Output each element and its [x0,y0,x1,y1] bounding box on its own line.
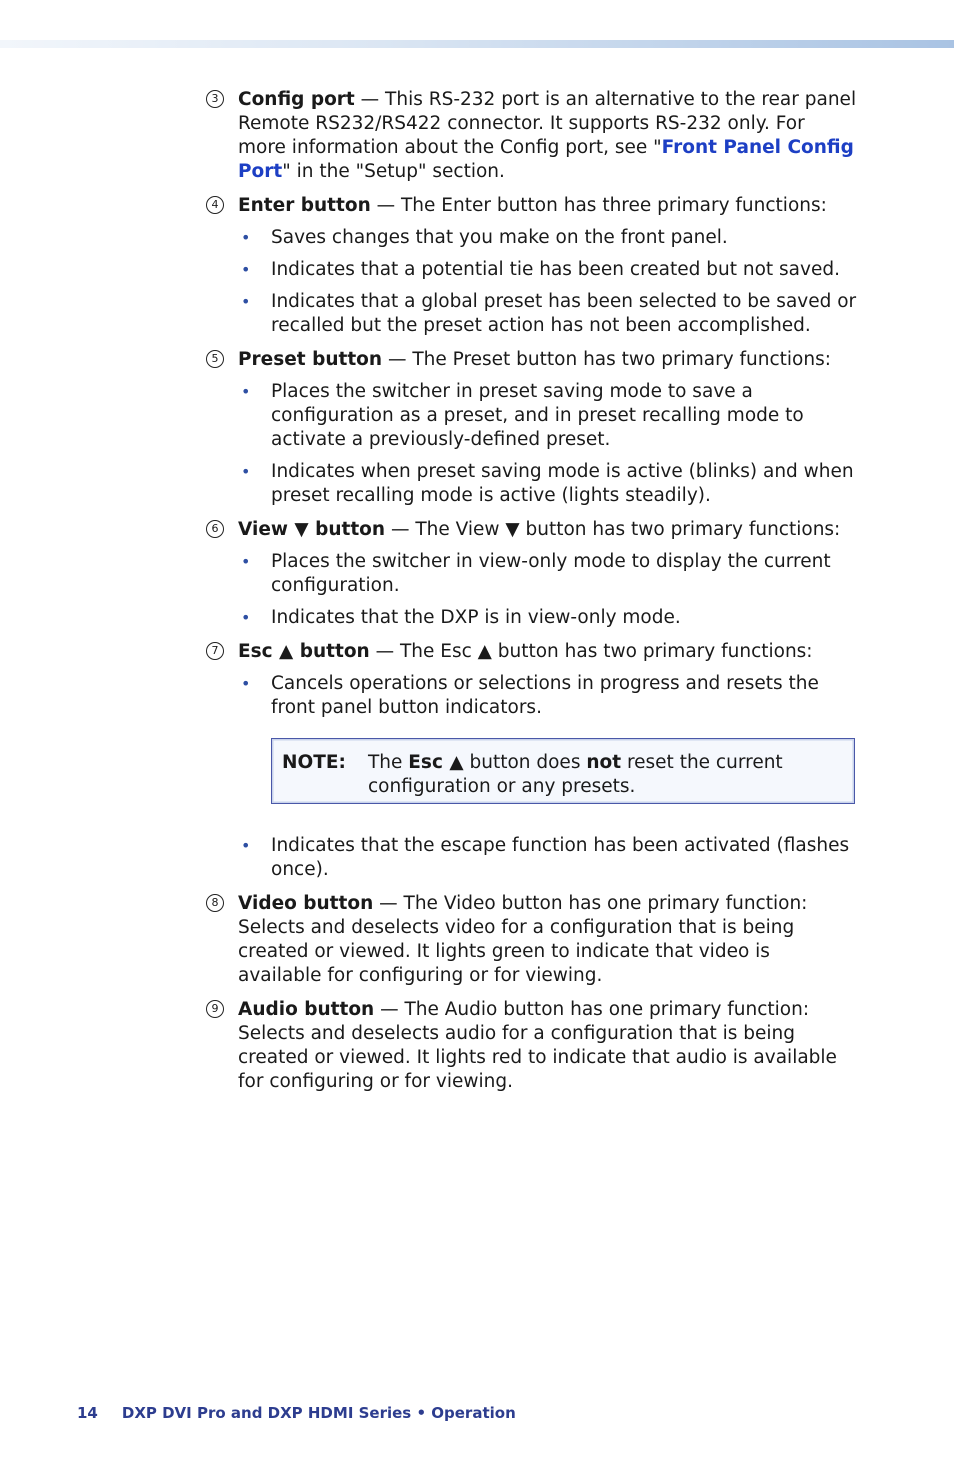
audio-button-title: Audio button [238,999,375,1020]
note-text-2: button does [463,752,587,773]
callout-number-6: 6 [206,520,224,538]
page-footer [77,1404,516,1422]
front-panel-config-port-link[interactable]: Front Panel Config Port [238,137,854,182]
video-button-heading [238,892,858,916]
list-item: • Indicates when preset saving mode is active (blinks) and when preset recalling mode is active (lights steadily). [238,460,858,508]
callout-number-4: 4 [206,196,224,214]
esc-button-bullets-1 [238,672,858,720]
enter-button-heading [238,194,858,218]
audio-button-paragraph: Selects and deselects audio for a configuration that is being created or viewed. It lights red to indicate that audio is available for configuring or for viewing. [238,1023,837,1092]
note-text-1: The [368,752,409,773]
esc-button-heading [238,640,858,664]
video-button-desc: — The Video button has one primary function: [373,893,808,914]
list-item: • Places the switcher in preset saving mode to save a configuration as a preset, and in preset recalling mode to activate a previously-defined preset. [238,380,858,452]
preset-button-bullets [238,380,858,508]
header-accent-bar [0,40,954,48]
note-text-3: reset the current configuration or any presets. [368,752,783,797]
audio-button-heading [238,998,858,1022]
preset-button-title: Preset button [238,349,383,370]
config-port-text-2: " in the "Setup" section. [282,161,505,182]
video-button-paragraph: Selects and deselects video for a configuration that is being created or viewed. It lights green to indicate that video is available for configuring or for viewing. [238,917,795,986]
preset-button-desc: — The Preset button has two primary functions: [382,349,831,370]
page-number: 14 [77,1404,98,1422]
note-label: NOTE: [282,752,346,773]
callout-number-9: 9 [206,1000,224,1018]
video-button-title: Video button [238,893,374,914]
item-config-port [211,88,858,184]
list-item: • Indicates that the DXP is in view-only mode. [238,606,858,630]
esc-button-title: Esc ▲ button [238,641,370,662]
config-port-title: Config port [238,89,355,110]
callout-number-8: 8 [206,894,224,912]
list-item: • Indicates that a potential tie has been created but not saved. [238,258,858,282]
page-content [211,88,858,1104]
footer-title: DXP DVI Pro and DXP HDMI Series • Operation [121,1404,516,1422]
item-view-button [211,518,858,630]
item-video-button [211,892,858,988]
item-audio-button [211,998,858,1094]
list-item: • Indicates that the escape function has been activated (flashes once). [238,834,858,882]
callout-number-7: 7 [206,642,224,660]
esc-button-desc: — The Esc ▲ button has two primary functions: [369,641,813,662]
config-port-text-1: — This RS-232 port is an alternative to the rear panel Remote RS232/RS422 connector. It supports RS-232 only. For more information about the Config port, see " [238,89,857,158]
esc-button-bullets-2 [238,834,858,882]
note-not-bold: not [586,752,622,773]
item-esc-button [211,640,858,882]
view-button-desc: — The View ▼ button has two primary functions: [385,519,841,540]
list-item: • Indicates that a global preset has been selected to be saved or recalled but the preset action has not been accomplished. [238,290,858,338]
list-item: • Places the switcher in view-only mode to display the current configuration. [238,550,858,598]
view-button-title: View ▼ button [238,519,386,540]
callout-number-5: 5 [206,350,224,368]
list-item: • Saves changes that you make on the front panel. [238,226,858,250]
view-button-bullets [238,550,858,630]
item-enter-button [211,194,858,338]
callout-number-3: 3 [206,90,224,108]
item-preset-button [211,348,858,508]
note-text [368,751,844,799]
preset-button-heading [238,348,858,372]
enter-button-desc: — The Enter button has three primary functions: [370,195,827,216]
audio-button-desc: — The Audio button has one primary function: [374,999,810,1020]
list-item: • Cancels operations or selections in progress and resets the front panel button indicators. [238,672,858,720]
note-esc-bold: Esc ▲ [408,752,464,773]
enter-button-bullets [238,226,858,338]
note-box [271,738,855,804]
enter-button-title: Enter button [238,195,371,216]
config-port-paragraph [238,88,858,184]
view-button-heading [238,518,858,542]
